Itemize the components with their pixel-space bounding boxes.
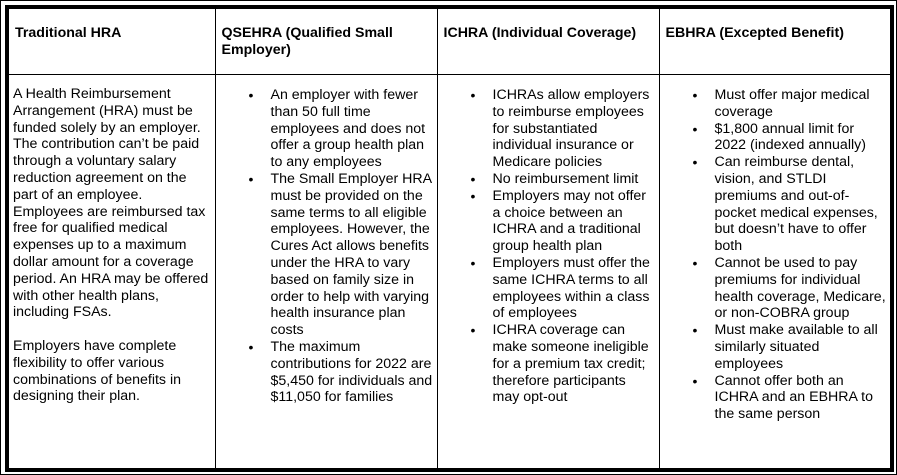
bullet-icon: •	[692, 254, 698, 271]
bullet-icon: •	[692, 154, 698, 171]
list-item: • Must make available to all similarly situated employees	[692, 322, 878, 372]
content-row	[9, 75, 890, 469]
traditional-hra-paragraph: Employers have complete flexibility to offer various combinations of benefits in designing their plan.	[13, 337, 181, 405]
header-qsehra: QSEHRA (Qualified Small Employer)	[215, 9, 437, 75]
bullet-icon: •	[692, 87, 698, 103]
bullet-icon: •	[692, 372, 698, 389]
bullet-icon: •	[692, 120, 698, 137]
list-item: • ICHRA coverage can make someone ineligible for a premium tax credit; therefore participants may opt-out	[470, 322, 649, 406]
bullet-icon: •	[248, 170, 254, 187]
list-item: • Employers may not offer a choice between an ICHRA and a traditional group health plan	[470, 187, 646, 255]
traditional-hra-paragraph: A Health Reimbursement Arrangement (HRA) must be funded solely by an employer. The contribution can’t be paid through a voluntary salary reduction agreement on the part of an employee. Employees are reimbursed tax free for qualified medical expenses up to a maximum dollar amount for a coverage period. An HRA may be offered with other health plans, including FSAs.	[13, 86, 209, 321]
ebhra-bullet-list	[660, 75, 891, 423]
list-item: • The maximum contributions for 2022 are $5,450 for individuals and $11,050 for families	[248, 338, 433, 406]
list-item: • No reimbursement limit	[470, 170, 639, 187]
bullet-icon: •	[470, 322, 476, 339]
hra-comparison-table	[9, 9, 890, 468]
cell-ebhra	[659, 75, 890, 469]
header-ebhra: EBHRA (Excepted Benefit)	[659, 9, 890, 75]
header-traditional-hra: Traditional HRA	[9, 9, 215, 75]
table-inner-border	[5, 5, 894, 472]
list-item: • An employer with fewer than 50 full time employees and does not offer a group health plan to any employees	[248, 87, 426, 171]
list-item: • Must offer major medical coverage	[692, 87, 870, 120]
header-row	[9, 9, 890, 75]
bullet-icon: •	[692, 322, 698, 339]
list-item: • The Small Employer HRA must be provided on the same terms to all eligible employees. However, the Cures Act allows benefits under the HRA to vary based on family size in order to help with varying health insurance plan costs	[248, 170, 432, 339]
header-ichra: ICHRA (Individual Coverage)	[437, 9, 659, 75]
bullet-icon: •	[470, 187, 476, 204]
list-item: • Cannot offer both an ICHRA and an EBHRA to the same person	[692, 372, 874, 423]
ichra-bullet-list	[438, 75, 659, 406]
cell-traditional-hra	[9, 75, 215, 469]
bullet-icon: •	[470, 254, 476, 271]
bullet-icon: •	[248, 338, 254, 355]
bullet-icon: •	[470, 170, 476, 187]
list-item: • Cannot be used to pay premiums for individual health coverage, Medicare, or non-COBRA group	[692, 254, 886, 322]
bullet-icon: •	[470, 87, 476, 103]
list-item: • $1,800 annual limit for 2022 (indexed annually)	[692, 120, 866, 154]
list-item: • Can reimburse dental, vision, and STLDI premiums and out-of-pocket medical expenses, but doesn’t have to offer both	[692, 154, 878, 255]
list-item: • ICHRAs allow employers to reimburse employees for substantiated individual insurance or Medicare policies	[470, 87, 650, 171]
list-item: • Employers must offer the same ICHRA terms to all employees within a class of employees	[470, 254, 650, 322]
qsehra-bullet-list	[216, 75, 437, 406]
bullet-icon: •	[248, 87, 254, 103]
cell-qsehra	[215, 75, 437, 469]
cell-ichra	[437, 75, 659, 469]
